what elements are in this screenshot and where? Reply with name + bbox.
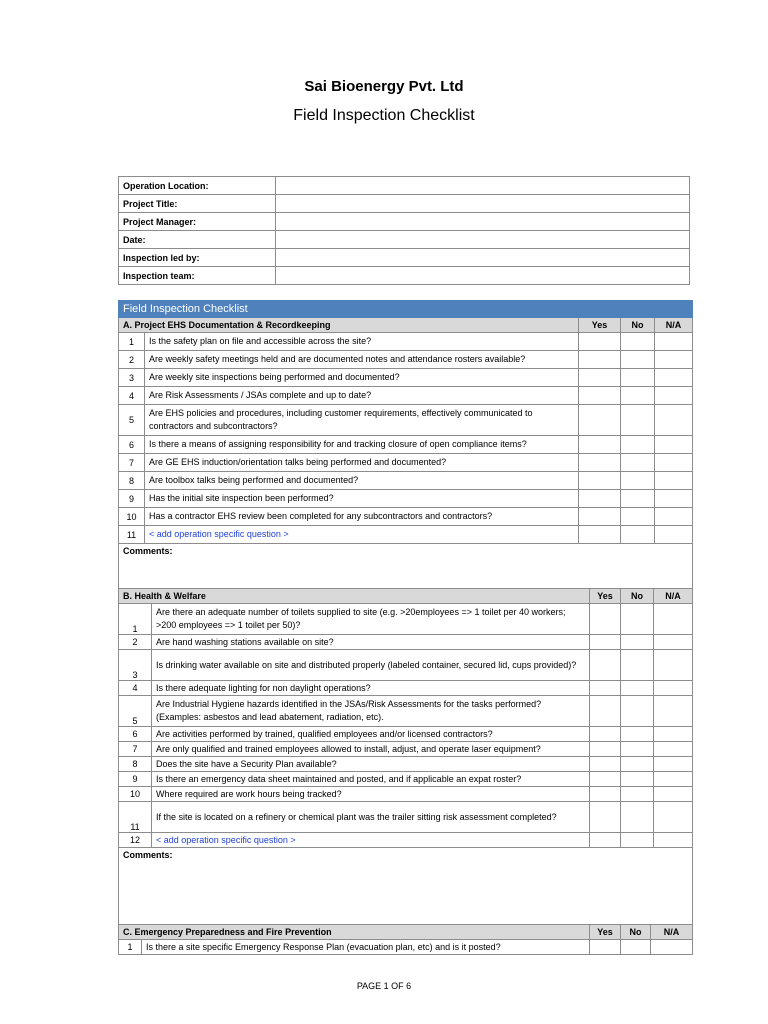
checklist-row: [119, 508, 693, 526]
answer-cell-na[interactable]: [654, 772, 693, 787]
question-text: Is the safety plan on file and accessible across the site?: [145, 333, 579, 351]
item-number: 11: [119, 802, 152, 833]
checklist-row: [119, 802, 693, 833]
checklist-row: [119, 681, 693, 696]
item-number: 10: [119, 787, 152, 802]
question-text: Are weekly safety meetings held and are documented notes and attendance rosters available?: [145, 351, 579, 369]
question-text: Are Industrial Hygiene hazards identified in the JSAs/Risk Assessments for the tasks performed? (Examples: asbestos and lead abatement, radiation, etc).: [152, 696, 590, 727]
answer-cell-no[interactable]: [621, 742, 654, 757]
answer-cell-no[interactable]: [621, 940, 651, 955]
answer-cell-na[interactable]: [655, 351, 693, 369]
answer-cell-no[interactable]: [621, 351, 655, 369]
item-number: 6: [119, 727, 152, 742]
checklist-row: [119, 454, 693, 472]
answer-cell-na[interactable]: [654, 802, 693, 833]
question-text: Are activities performed by trained, qualified employees and/or licensed contractors?: [152, 727, 590, 742]
info-value-project-manager[interactable]: [276, 213, 690, 231]
item-number: 2: [119, 635, 152, 650]
question-text: Are EHS policies and procedures, including customer requirements, effectively communicated to contractors and subcontractors?: [145, 405, 579, 436]
checklist-row: [119, 727, 693, 742]
answer-cell-na[interactable]: [655, 387, 693, 405]
question-text: Has a contractor EHS review been completed for any subcontractors and contractors?: [145, 508, 579, 526]
answer-cell-no[interactable]: [621, 696, 654, 727]
answer-cell-yes[interactable]: [590, 650, 621, 681]
question-text: Are toolbox talks being performed and documented?: [145, 472, 579, 490]
item-number: 4: [119, 387, 145, 405]
checklist-row: [119, 940, 693, 955]
answer-cell-yes[interactable]: [579, 526, 621, 544]
answer-cell-yes[interactable]: [579, 369, 621, 387]
answer-cell-no[interactable]: [621, 650, 654, 681]
answer-cell-na[interactable]: [654, 787, 693, 802]
info-label-led-by: Inspection led by:: [119, 249, 276, 267]
checklist-row: [119, 604, 693, 635]
answer-cell-yes[interactable]: [590, 696, 621, 727]
info-table: [118, 176, 690, 285]
info-value-project-title[interactable]: [276, 195, 690, 213]
question-text: Are GE EHS induction/orientation talks being performed and documented?: [145, 454, 579, 472]
comments-label: Comments:: [123, 546, 173, 556]
comments-box[interactable]: [119, 848, 693, 931]
section-c-table: [118, 924, 693, 955]
question-text: Are Risk Assessments / JSAs complete and up to date?: [145, 387, 579, 405]
item-number: 7: [119, 742, 152, 757]
item-number: 1: [119, 604, 152, 635]
answer-cell-yes[interactable]: [579, 508, 621, 526]
answer-cell-no[interactable]: [621, 369, 655, 387]
question-text: Is there an emergency data sheet maintained and posted, and if applicable an expat roster?: [152, 772, 590, 787]
item-number: 5: [119, 696, 152, 727]
checklist-banner: Field Inspection Checklist: [119, 301, 693, 318]
checklist-row: [119, 650, 693, 681]
col-yes: Yes: [590, 925, 621, 940]
checklist-row: [119, 742, 693, 757]
answer-cell-na[interactable]: [654, 604, 693, 635]
col-na: N/A: [651, 925, 693, 940]
answer-cell-na[interactable]: [655, 436, 693, 454]
question-text: Is there a means of assigning responsibility for and tracking closure of open compliance items?: [145, 436, 579, 454]
item-number: 6: [119, 436, 145, 454]
answer-cell-na[interactable]: [654, 757, 693, 772]
question-text: Is there a site specific Emergency Response Plan (evacuation plan, etc) and is it posted?: [142, 940, 590, 955]
item-number: 4: [119, 681, 152, 696]
answer-cell-no[interactable]: [621, 454, 655, 472]
answer-cell-na[interactable]: [654, 727, 693, 742]
info-label-team: Inspection team:: [119, 267, 276, 285]
section-b-table: [118, 588, 693, 931]
answer-cell-no[interactable]: [621, 757, 654, 772]
answer-cell-no[interactable]: [621, 787, 654, 802]
col-yes: Yes: [579, 318, 621, 333]
item-number: 1: [119, 940, 142, 955]
question-text: Are only qualified and trained employees allowed to install, adjust, and operate laser equipment?: [152, 742, 590, 757]
question-text: Are there an adequate number of toilets supplied to site (e.g. >20employees => 1 toilet per 40 workers; >200 employees => 1 toilet per 50)?: [152, 604, 590, 635]
col-no: No: [621, 925, 651, 940]
answer-cell-yes[interactable]: [579, 454, 621, 472]
answer-cell-na[interactable]: [655, 472, 693, 490]
checklist-row: [119, 635, 693, 650]
answer-cell-yes[interactable]: [590, 742, 621, 757]
answer-cell-na[interactable]: [655, 490, 693, 508]
answer-cell-na[interactable]: [654, 833, 693, 848]
answer-cell-yes[interactable]: [590, 833, 621, 848]
item-number: 2: [119, 351, 145, 369]
item-number: 3: [119, 650, 152, 681]
section-title: B. Health & Welfare: [119, 589, 590, 604]
answer-cell-na[interactable]: [655, 369, 693, 387]
answer-cell-no[interactable]: [621, 772, 654, 787]
add-question-placeholder[interactable]: < add operation specific question >: [152, 833, 590, 848]
info-label-date: Date:: [119, 231, 276, 249]
item-number: 10: [119, 508, 145, 526]
answer-cell-na[interactable]: [654, 650, 693, 681]
item-number: 7: [119, 454, 145, 472]
answer-cell-yes[interactable]: [579, 387, 621, 405]
checklist-row: [119, 490, 693, 508]
col-no: No: [621, 589, 654, 604]
answer-cell-na[interactable]: [654, 696, 693, 727]
item-number: 9: [119, 772, 152, 787]
answer-cell-yes[interactable]: [590, 787, 621, 802]
company-name: Sai Bioenergy Pvt. Ltd: [304, 78, 464, 95]
answer-cell-no[interactable]: [621, 802, 654, 833]
answer-cell-yes[interactable]: [590, 802, 621, 833]
info-value-location[interactable]: [276, 177, 690, 195]
section-a-table: [118, 300, 693, 597]
answer-cell-no[interactable]: [621, 604, 654, 635]
col-na: N/A: [654, 589, 693, 604]
answer-cell-no[interactable]: [621, 333, 655, 351]
answer-cell-no[interactable]: [621, 526, 655, 544]
answer-cell-no[interactable]: [621, 490, 655, 508]
answer-cell-yes[interactable]: [579, 333, 621, 351]
checklist-row: [119, 772, 693, 787]
answer-cell-no[interactable]: [621, 387, 655, 405]
checklist-row: [119, 787, 693, 802]
answer-cell-no[interactable]: [621, 472, 655, 490]
info-label-project-manager: Project Manager:: [119, 213, 276, 231]
checklist-row: [119, 351, 693, 369]
checklist-row: [119, 696, 693, 727]
answer-cell-yes[interactable]: [579, 472, 621, 490]
answer-cell-yes[interactable]: [579, 436, 621, 454]
col-yes: Yes: [590, 589, 621, 604]
section-title: C. Emergency Preparedness and Fire Prevention: [119, 925, 590, 940]
question-text: Does the site have a Security Plan available?: [152, 757, 590, 772]
question-text: Are hand washing stations available on site?: [152, 635, 590, 650]
answer-cell-yes[interactable]: [590, 681, 621, 696]
answer-cell-yes[interactable]: [590, 772, 621, 787]
question-text: Where required are work hours being tracked?: [152, 787, 590, 802]
answer-cell-na[interactable]: [654, 742, 693, 757]
answer-cell-na[interactable]: [654, 681, 693, 696]
answer-cell-yes[interactable]: [579, 405, 621, 436]
checklist-row: [119, 833, 693, 848]
item-number: 12: [119, 833, 152, 848]
checklist-row: [119, 472, 693, 490]
answer-cell-no[interactable]: [621, 508, 655, 526]
checklist-row: [119, 757, 693, 772]
checklist-row: [119, 526, 693, 544]
item-number: 11: [119, 526, 145, 544]
answer-cell-yes[interactable]: [590, 940, 621, 955]
section-title: A. Project EHS Documentation & Recordkeeping: [119, 318, 579, 333]
answer-cell-yes[interactable]: [590, 727, 621, 742]
item-number: 5: [119, 405, 145, 436]
checklist-row: [119, 369, 693, 387]
question-text: Is there adequate lighting for non daylight operations?: [152, 681, 590, 696]
answer-cell-yes[interactable]: [590, 635, 621, 650]
answer-cell-yes[interactable]: [579, 490, 621, 508]
comments-label: Comments:: [123, 850, 173, 860]
answer-cell-na[interactable]: [655, 508, 693, 526]
question-text: Are weekly site inspections being performed and documented?: [145, 369, 579, 387]
answer-cell-no[interactable]: [621, 833, 654, 848]
question-text: Has the initial site inspection been performed?: [145, 490, 579, 508]
item-number: 8: [119, 757, 152, 772]
item-number: 3: [119, 369, 145, 387]
info-label-project-title: Project Title:: [119, 195, 276, 213]
item-number: 1: [119, 333, 145, 351]
answer-cell-na[interactable]: [655, 454, 693, 472]
answer-cell-yes[interactable]: [590, 604, 621, 635]
info-value-date[interactable]: [276, 231, 690, 249]
col-na: N/A: [655, 318, 693, 333]
question-text: Is drinking water available on site and distributed properly (labeled container, secured lid, cups provided)?: [152, 650, 590, 681]
answer-cell-yes[interactable]: [579, 351, 621, 369]
info-value-led-by[interactable]: [276, 249, 690, 267]
checklist-row: [119, 405, 693, 436]
info-value-team[interactable]: [276, 267, 690, 285]
answer-cell-na[interactable]: [655, 526, 693, 544]
checklist-row: [119, 436, 693, 454]
col-no: No: [621, 318, 655, 333]
answer-cell-na[interactable]: [655, 333, 693, 351]
document-title: Field Inspection Checklist: [293, 107, 475, 124]
answer-cell-na[interactable]: [655, 405, 693, 436]
answer-cell-no[interactable]: [621, 681, 654, 696]
checklist-row: [119, 333, 693, 351]
answer-cell-yes[interactable]: [590, 757, 621, 772]
page-footer: PAGE 1 OF 6: [356, 981, 412, 991]
answer-cell-no[interactable]: [621, 635, 654, 650]
item-number: 9: [119, 490, 145, 508]
question-text: If the site is located on a refinery or chemical plant was the trailer sitting risk assessment completed?: [152, 802, 590, 833]
answer-cell-na[interactable]: [654, 635, 693, 650]
add-question-placeholder[interactable]: < add operation specific question >: [145, 526, 579, 544]
answer-cell-na[interactable]: [651, 940, 693, 955]
answer-cell-no[interactable]: [621, 436, 655, 454]
item-number: 8: [119, 472, 145, 490]
info-label-location: Operation Location:: [119, 177, 276, 195]
checklist-row: [119, 387, 693, 405]
answer-cell-no[interactable]: [621, 405, 655, 436]
answer-cell-no[interactable]: [621, 727, 654, 742]
